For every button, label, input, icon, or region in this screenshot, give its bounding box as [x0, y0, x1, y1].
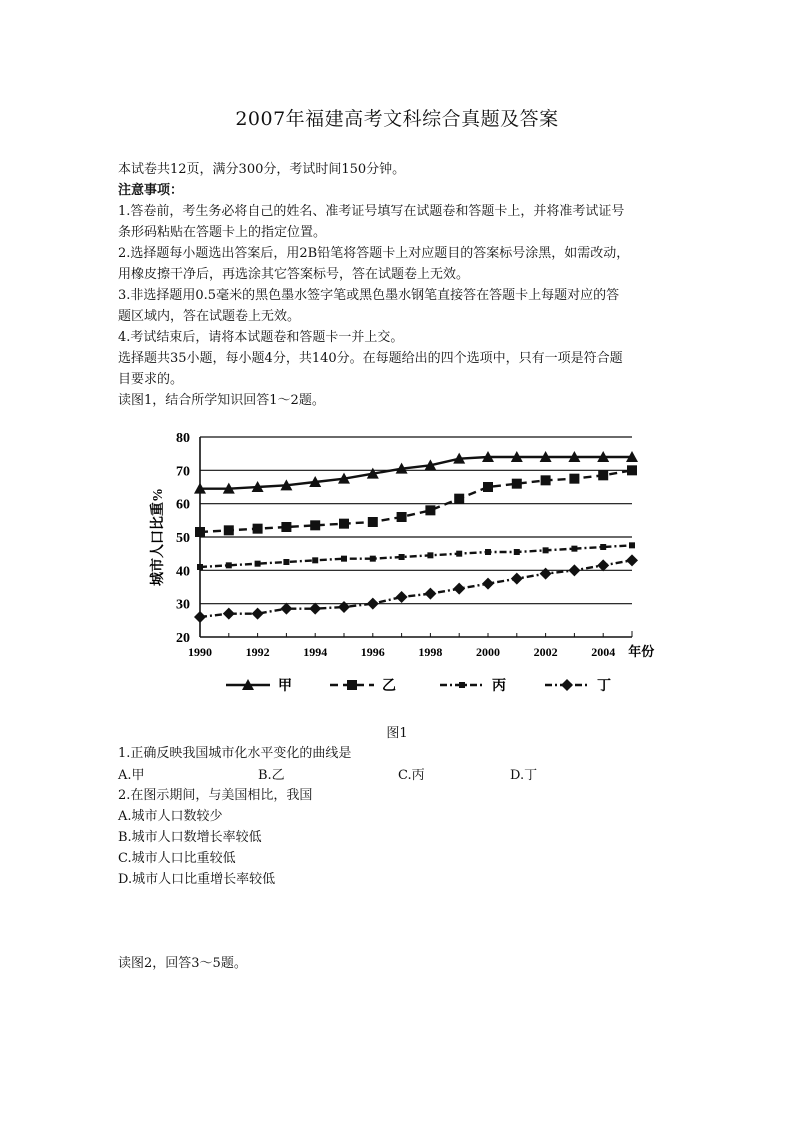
series-4-point [453, 583, 465, 595]
notice-3-line-2: 题区域内，答在试题卷上无效。 [118, 309, 301, 324]
series-4-point [626, 554, 638, 566]
series-2-point [569, 474, 579, 484]
y-tick-label: 50 [176, 531, 190, 546]
notice-1 [118, 201, 678, 243]
page-title: 2007年福建高考文科综合真题及答案 [235, 108, 559, 130]
series-4-point [367, 598, 379, 610]
option-c: C.丙 [398, 768, 425, 783]
notice-heading: 注意事项： [118, 183, 184, 198]
series-3-point [427, 552, 433, 558]
series-2-point [253, 524, 263, 534]
series-2-point [425, 505, 435, 515]
series-4-point [540, 568, 552, 580]
x-tick-label: 1996 [360, 645, 385, 659]
mc-intro-line-2: 目要求的。 [118, 372, 184, 387]
notice-1-line-2: 条形码粘贴在答题卡上的指定位置。 [118, 225, 327, 240]
series-3-point [456, 551, 462, 557]
x-tick-label: 1994 [303, 645, 328, 659]
series-4-point [252, 608, 264, 620]
series-2-point [224, 525, 234, 535]
option-a: A.甲 [118, 768, 145, 783]
series-4-point [223, 608, 235, 620]
legend-marker [347, 680, 357, 690]
legend-label: 甲 [278, 679, 292, 694]
x-tick-label: 2002 [533, 645, 558, 659]
series-4-point [338, 601, 350, 613]
notice-2-line-2: 用橡皮擦干净后，再选涂其它答案标号，答在试题卷上无效。 [118, 267, 470, 282]
q2-option-c: C.城市人口比重较低 [118, 851, 236, 866]
series-3-point [600, 544, 606, 550]
question-1: 1.正确反映我国城市化水平变化的曲线是 [118, 746, 352, 761]
notice-2 [118, 243, 678, 285]
series-2-point [483, 482, 493, 492]
intro-text: 本试卷共12页，满分300分，考试时间150分钟。 [118, 162, 406, 177]
legend-marker [561, 679, 573, 691]
series-3-line [200, 545, 632, 567]
series-2-point [368, 517, 378, 527]
question-2: 2.在图示期间，与美国相比，我国 [118, 788, 313, 803]
read-fig1: 读图1，结合所学知识回答1～2题。 [118, 393, 325, 408]
series-4-point [568, 564, 580, 576]
series-3-point [571, 546, 577, 552]
series-2-point [541, 475, 551, 485]
series-2-point [512, 479, 522, 489]
series-4-point [309, 603, 321, 615]
q2-option-b: B.城市人口数增长率较低 [118, 830, 262, 845]
series-3-point [370, 556, 376, 562]
urbanization-chart [140, 420, 660, 710]
notice-4-line-1: 4.考试结束后，请将本试题卷和答题卡一并上交。 [118, 330, 404, 345]
series-3-point [283, 559, 289, 565]
option-b: B.乙 [258, 768, 285, 783]
x-tick-label: 2004 [591, 645, 616, 659]
series-2-point [281, 522, 291, 532]
series-3-point [485, 549, 491, 555]
series-3-point [514, 549, 520, 555]
series-3-point [255, 561, 261, 567]
notice-3 [118, 285, 678, 327]
series-4-point [511, 573, 523, 585]
x-tick-label: 1990 [188, 645, 212, 659]
mc-intro [118, 348, 678, 390]
x-tick-label: 1998 [418, 645, 443, 659]
figure-caption: 图1 [386, 726, 408, 741]
series-3-point [226, 562, 232, 568]
q2-option-a: A.城市人口数较少 [118, 809, 223, 824]
series-3-point [341, 556, 347, 562]
series-4-point [280, 603, 292, 615]
series-4-point [194, 611, 206, 623]
series-2-point [339, 519, 349, 529]
series-2-line [200, 470, 632, 532]
series-2-point [397, 512, 407, 522]
series-2-point [454, 494, 464, 504]
y-tick-label: 60 [176, 497, 190, 513]
notice-4 [118, 327, 678, 348]
question-1-options [118, 764, 678, 785]
mc-intro-line-1: 选择题共35小题，每小题4分，共140分。在每题给出的四个选项中，只有一项是符合题 [118, 351, 623, 366]
y-tick-label: 30 [176, 597, 190, 613]
series-3-point [629, 542, 635, 548]
x-tick-label: 1992 [245, 645, 270, 659]
series-4-point [424, 588, 436, 600]
series-3-point [399, 554, 405, 560]
series-4-point [396, 591, 408, 603]
series-2-point [598, 470, 608, 480]
series-4-point [597, 559, 609, 571]
series-3-point [312, 557, 318, 563]
series-4-line [200, 560, 632, 617]
q2-option-d: D.城市人口比重增长率较低 [118, 872, 276, 887]
y-tick-label: 80 [176, 431, 190, 446]
series-1-line [200, 457, 632, 489]
x-tick-label: 2000 [476, 645, 500, 659]
y-axis-label: 城市人口比重% [151, 488, 166, 586]
notice-3-line-1: 3.非选择题用0.5毫米的黑色墨水签字笔或黑色墨水钢笔直接答在答题卡上每题对应的答 [118, 288, 620, 303]
legend-marker [459, 682, 465, 688]
series-2-point [310, 520, 320, 530]
option-d: D.丁 [510, 768, 538, 783]
x-axis-label: 年份 [628, 644, 655, 659]
y-tick-label: 40 [176, 564, 190, 580]
series-2-point [195, 527, 205, 537]
y-tick-label: 70 [176, 464, 190, 480]
y-tick-label: 20 [176, 631, 190, 646]
legend-label: 丙 [492, 679, 506, 694]
series-4-point [482, 578, 494, 590]
notice-1-line-1: 1.答卷前，考生务必将自己的姓名、准考证号填写在试题卷和答题卡上，并将准考试证号 [118, 204, 625, 219]
series-3-point [197, 564, 203, 570]
legend-label: 乙 [382, 679, 396, 694]
series-3-point [543, 547, 549, 553]
series-2-point [627, 465, 637, 475]
legend-label: 丁 [597, 679, 611, 694]
read-fig2: 读图2，回答3～5题。 [118, 956, 247, 971]
notice-2-line-1: 2.选择题每小题选出答案后，用2B铅笔将答题卡上对应题目的答案标号涂黑，如需改动， [118, 246, 630, 261]
